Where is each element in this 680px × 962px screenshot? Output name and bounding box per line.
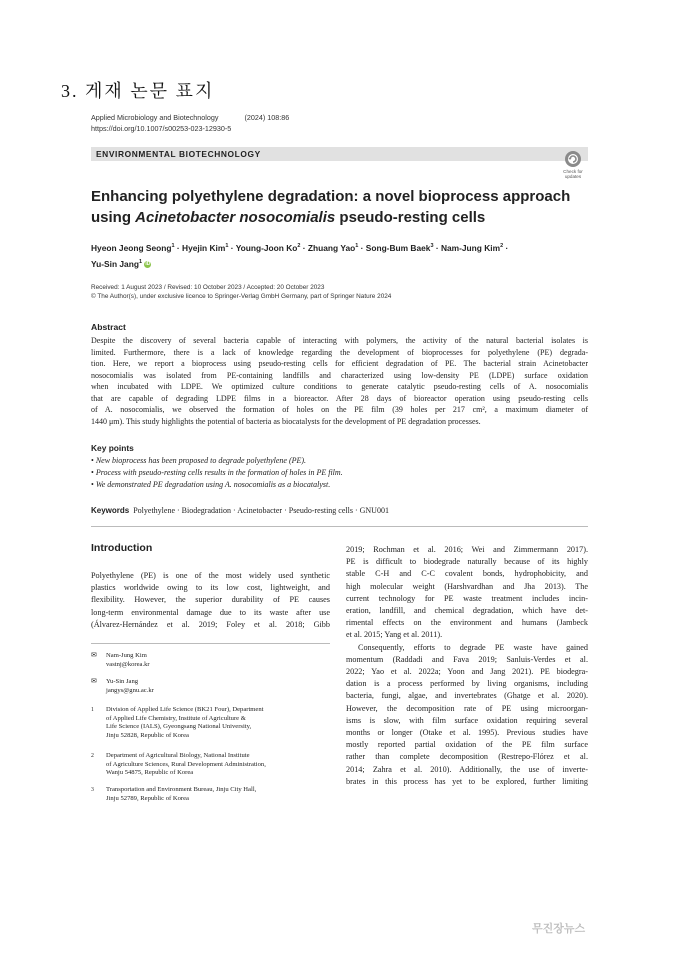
abstract-line: limited. Furthermore, there is a lack of knowledge regarding the development of bioprocesses for polyethylene (PE) degrada- [91,347,588,357]
copyright-notice: © The Author(s), under exclusive licence to Springer-Verlag GmbH Germany, part of Springer Nature 2024 [91,293,392,300]
author[interactable]: Young-Joon Ko$^2$ [235,242,301,253]
key-point: • New bioprocess has been proposed to degrade polyethylene (PE). [91,455,343,467]
abstract-line: tion. Here, we report a bioprocess using pseudo-resting cells for efficient degradation of PE. The bacterial strain Acinetobacter [91,359,588,368]
publication-dates [91,283,391,301]
text-line: 2019; Rochman et al. 2016; Wei and Zimmermann 2017). [346,545,588,554]
title-line-2: using Acinetobacter nosocomialis pseudo-resting cells [91,209,486,226]
corresponding-author [91,651,150,669]
text-line: current technology for PE waste treatment includes incin- [346,593,588,603]
text-line: dation is a process performed by living organisms, including [346,679,588,689]
text-line: mostly reported partial oxidation of the PE film surface [346,740,588,750]
journal-citation: (2024) 108:86 [244,113,290,122]
envelope-icon: ✉ [91,651,97,659]
affiliation: 1 Division of Applied Life Science (BK21 Four), Department of Applied Life Chemistry, Institute of Agriculture & Life Science (IALS), Gyeongsang National University, Jinju 52828, Republic of Korea [91,706,264,739]
abstract-line: when incubated with LDPE. We optimized culture conditions to generate catalytic pseudo-resting cells of A. nosocomialis [91,382,588,391]
history-dates: Received: 1 August 2023 / Revised: 10 October 2023 / Accepted: 20 October 2023 [91,284,325,291]
check-updates-icon [564,150,582,168]
text-line: long-term environmental damage due to its waste after use [91,607,330,617]
footnote-divider [91,643,330,644]
keywords-values: Polyethylene · Biodegradation · Acinetobacter · Pseudo-resting cells · GNU001 [133,506,389,515]
intro-right-column [346,544,588,788]
abstract-body [91,335,588,427]
text-line: et al. 2015; Yang et al. 2011). [346,630,443,640]
title-line-1: Enhancing polyethylene degradation: a novel bioprocess approach [91,188,571,205]
keywords [91,506,389,515]
text-line: momentum (Raddadi and Fava 2019; Sanluis-Verdes et al. [346,654,588,664]
text-line: rather than complete decomposition (Restrepo-Flórez et al. [346,752,588,762]
text-line: 2014; Zahra et al. 2010). Additionally, the use of inverte- [346,764,588,774]
text-line: plastics worldwide owing to its low cost, lightweight, and [91,583,330,593]
text-line: PE is difficult to biodegrade naturally because of its highly [346,557,588,567]
key-points-list [91,455,343,491]
intro-left-column [91,570,330,631]
text-line: 2022; Yao et al. 2022a; Yoon and Jang 2021). PE biodegra- [346,667,588,677]
abstract-line: nosocomialis was isolated from PE-containing landfills and characterized using low-density PE (LDPE) surface oxidation [91,370,588,380]
contact-name: Nam-Jung Kim [106,652,147,659]
corresponding-author [91,677,154,695]
text-line: months or longer (Otake et al. 1995). Previous studies have [346,728,588,738]
text-line: Polyethylene (PE) is one of the most widely used synthetic [91,571,330,580]
author[interactable]: Hyejin Kim$^1$ [182,242,229,253]
abstract-line: 1440 μm). This study highlights the potential of bacteria as biocatalysts for the development of PE degradation processes. [91,416,481,426]
text-line: (Álvarez-Hernández et al. 2019; Foley et al. 2018; Gibb [91,619,330,629]
affiliation: 2 Department of Agricultural Biology, National Institute of Agriculture Sciences, Rural Development Administration, Wanju 54875, Republic of Korea [91,752,266,777]
text-line: eration, landfill, and chemical degradation, which have det- [346,606,588,616]
document-heading: 3. 게재 논문 표지 [61,81,215,101]
keywords-label: Keywords [91,506,130,515]
journal-name: Applied Microbiology and Biotechnology [91,113,219,122]
text-line: bacteria, fungi, algae, and invertebrates (Ghatge et al. 2020). [346,691,588,701]
section-banner: ENVIRONMENTAL BIOTECHNOLOGY [91,147,588,161]
text-line: stable C-H and C-C covalent bonds, hydrophobicity, and [346,569,588,579]
author[interactable]: Hyeon Jeong Seong$^1$ [91,242,175,253]
author[interactable]: Song-Bum Baek$^3$ [365,242,434,253]
key-point: • We demonstrated PE degradation using A. nosocomialis as a biocatalyst. [91,479,343,491]
abstract-line: that are capable of degrading LDPE films in a bioreactor. After 28 days of bioreactor operation using pseudo-resting cells [91,393,588,403]
check-updates-label: Check for updates [563,169,583,179]
author-list: Hyeon Jeong Seong$^1$ · Hyejin Kim$^1$ · Young-Joon $Ko^2$ · Zhuang Yao$^1$ · Song-Bum Baek$^3$ · Nam-Jung Kim$^2$ · Yu-Sin Jang$^1$ iD [91,242,509,269]
abstract-line: Despite the discovery of several bacteria capable of interacting with polymers, the activity of the natural bacterial isolates is [91,336,588,345]
paper-title [91,186,571,228]
orcid-icon[interactable]: iD [145,260,151,267]
author[interactable]: Zhuang Yao$^1$ [307,242,359,253]
check-for-updates-badge[interactable] [560,150,586,180]
key-points-heading: Key points [91,443,134,453]
text-line: brates in this process has yet to be explored, further limiting [346,776,588,786]
author[interactable]: Nam-Jung Kim$^2$ [440,242,504,253]
text-line: However, the decomposition rate of PE using microorgan- [346,703,588,713]
introduction-heading: Introduction [91,542,153,554]
author[interactable]: Yu-Sin Jang$^1$ [91,258,142,269]
text-line: high molecular weight (Harshvardhan and Jha 2013). The [346,581,588,591]
envelope-icon: ✉ [91,677,97,685]
contact-email[interactable]: jangys@gnu.ac.kr [106,687,154,694]
watermark-logo: 무진장뉴스 [532,923,586,935]
journal-info [91,113,289,122]
contact-email[interactable]: vastnj@korea.kr [106,661,150,668]
affiliation: 3 Transportation and Environment Bureau, Jinju City Hall, Jinju 52789, Republic of Korea [91,786,257,802]
text-line: Consequently, efforts to degrade PE waste have gained [358,642,588,652]
abstract-line: of A. nosocomialis, we observed the formation of holes on the PE film (39 holes per 217 cm², a maximum diameter of [91,405,588,414]
text-line: isms is slow, with film surface oxidation requiring several [346,715,588,725]
text-line: rimental effects on the environment and humans (Jambeck [346,618,588,628]
key-point: • Process with pseudo-resting cells results in the formation of holes in PE film. [91,467,343,479]
divider [91,526,588,527]
doi-link[interactable]: https://doi.org/10.1007/s00253-023-12930-5 [91,124,232,133]
abstract-heading: Abstract [91,322,126,332]
contact-name: Yu-Sin Jang [106,678,139,685]
text-line: flexibility. However, the superior durability of PE causes [91,595,330,605]
